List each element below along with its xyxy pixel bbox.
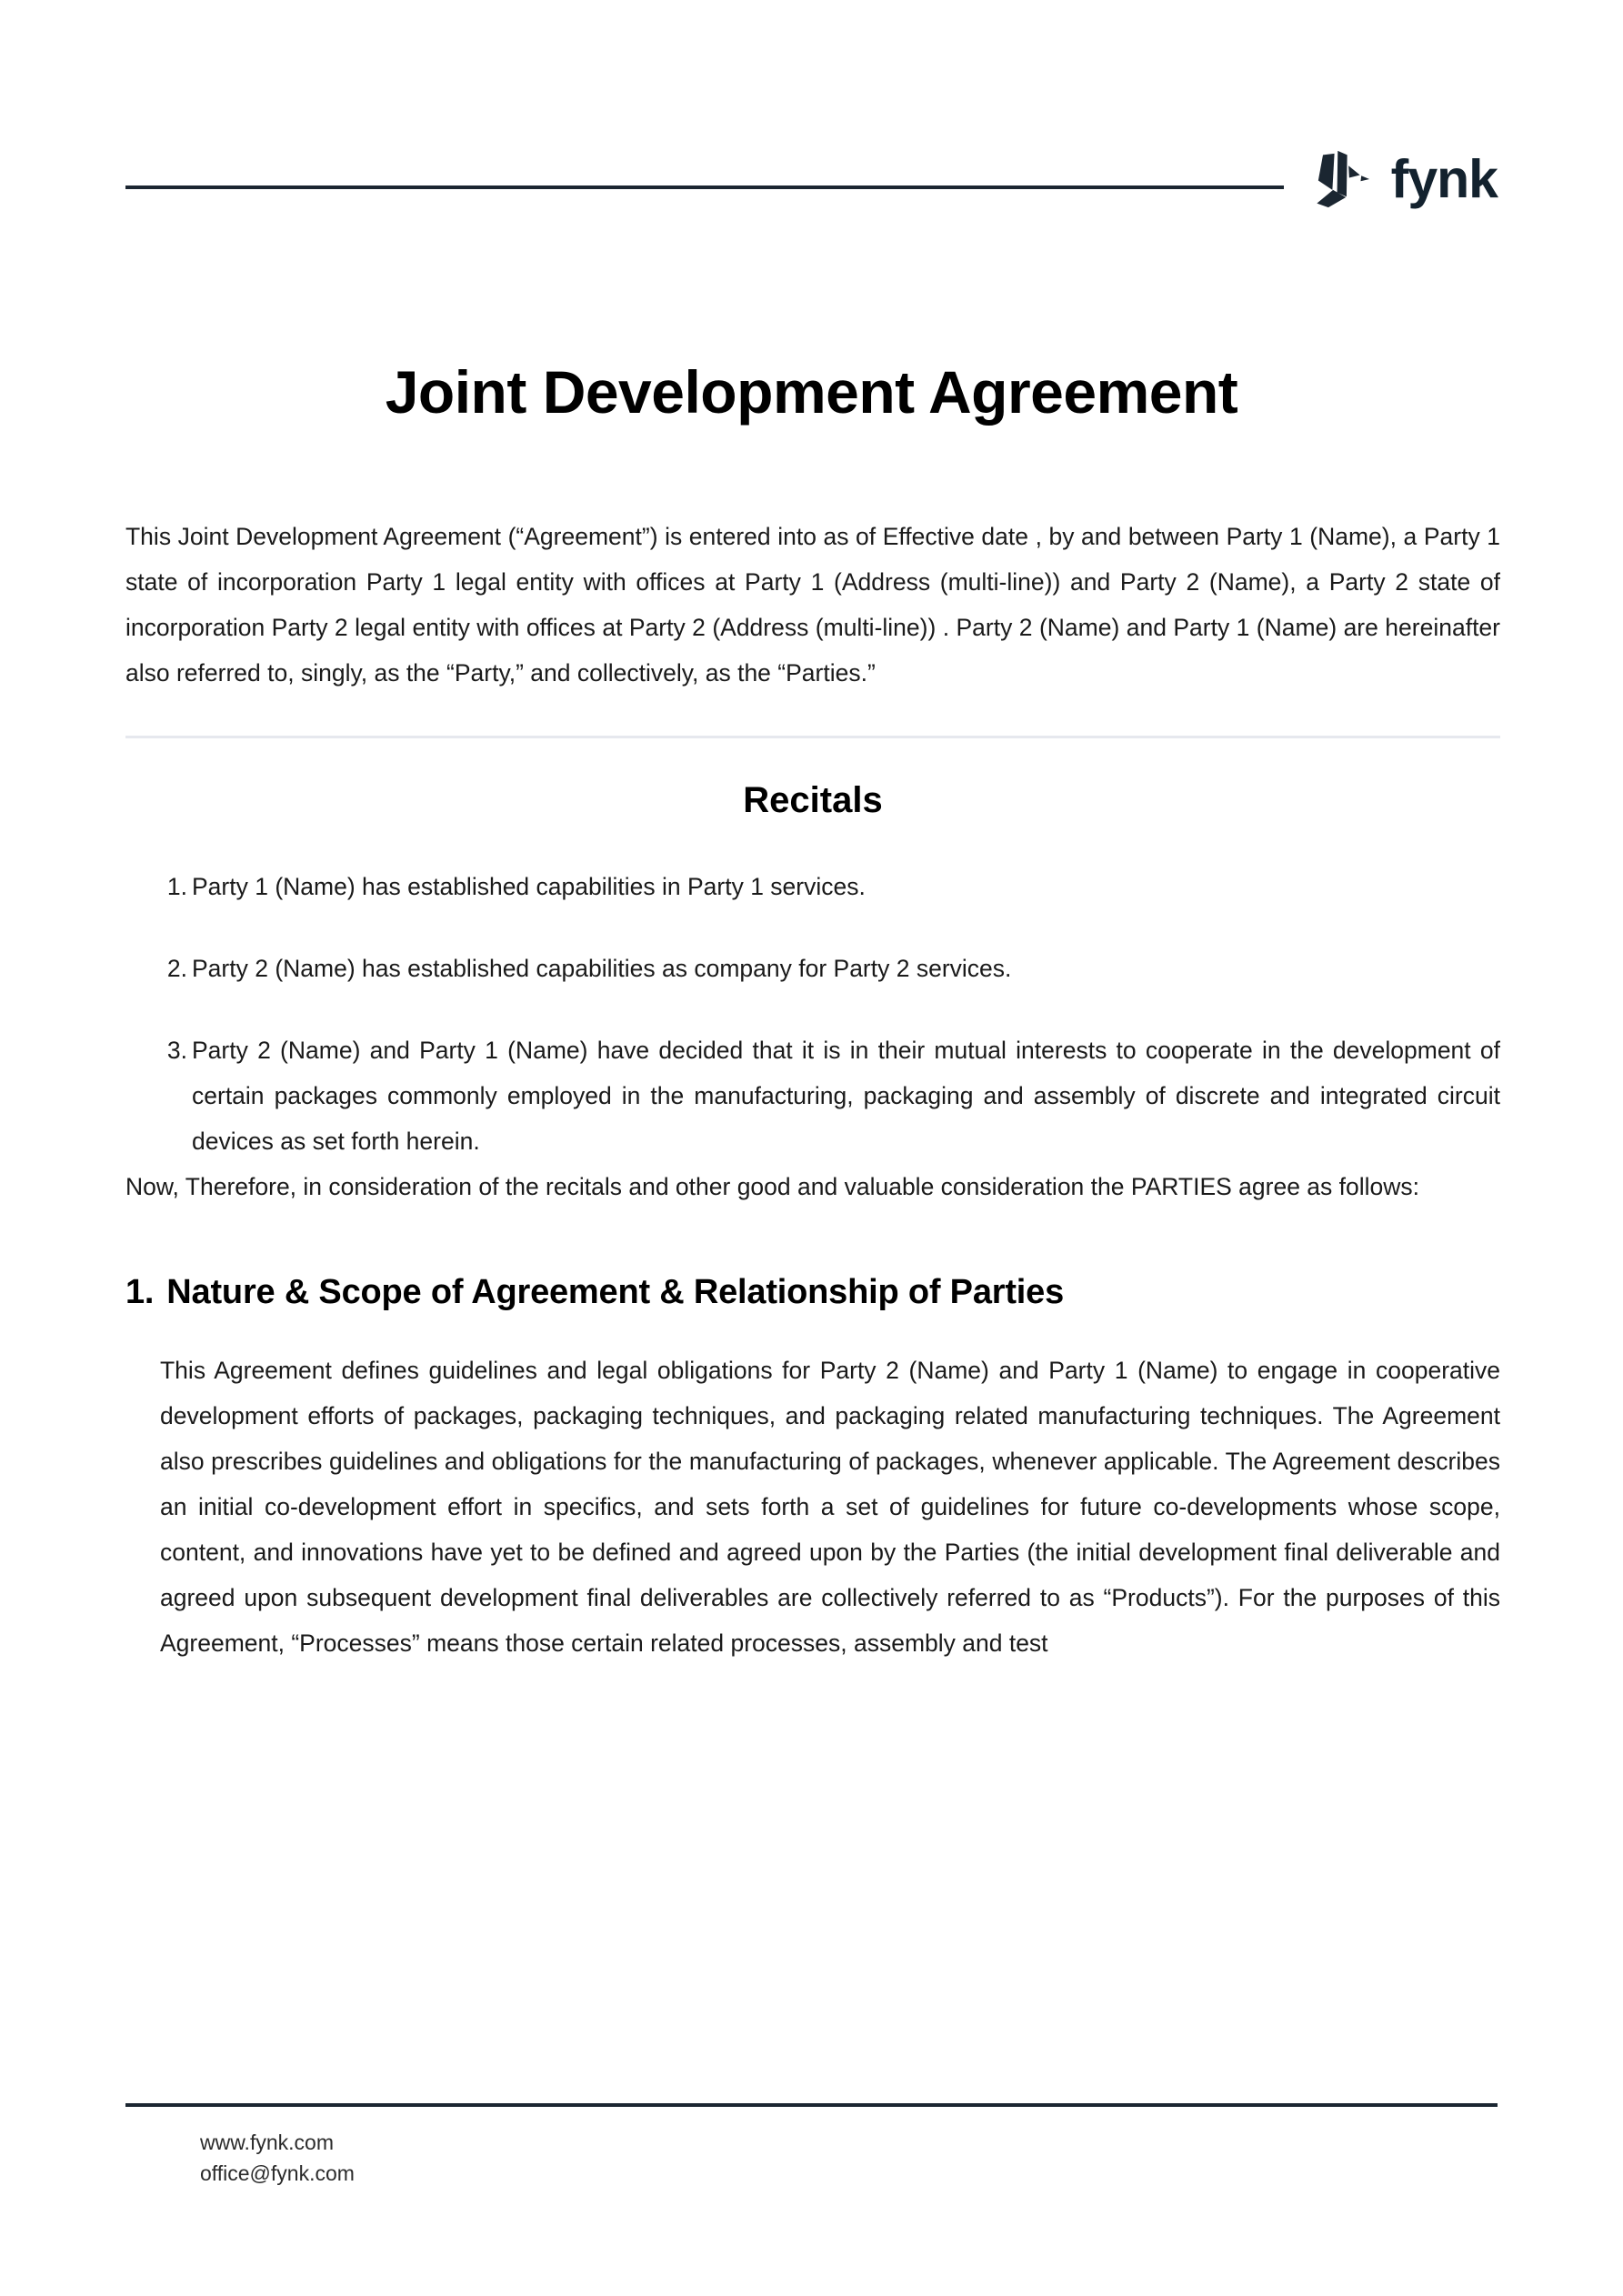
list-item: Party 1 (Name) has established capabilities in Party 1 services. [192, 873, 866, 900]
page-title: Joint Development Agreement [385, 358, 1238, 426]
section-1-body [125, 1348, 1500, 1666]
section-1-paragraph: This Agreement defines guidelines and legal obligations for Party 2 (Name) and Party 1 (Name) to engage in cooperative development efforts of packages, packaging techniques, and packaging related manufacturing techniques. The Agreement also prescribes guidelines and obligations for the manufacturing of packages, whenever applicable. The Agreement describes an initial co-development effort in specifics, and sets forth a set of guidelines for future co-developments whose scope, content, and innovations have yet to be defined and agreed upon by the Parties (the initial development final deliverable and agreed upon subsequent development final deliverables are collectively referred to as “Products”). For the purposes of this Agreement, “Processes” means those certain related processes, assembly and test [160, 1356, 1500, 1657]
section-1-heading [125, 1271, 1500, 1315]
recitals-heading: Recitals [743, 780, 883, 820]
recitals-list [125, 864, 1500, 1164]
header-divider-rule [125, 185, 1284, 189]
recitals-closing-paragraph: Now, Therefore, in consideration of the recitals and other good and valuable consideration the PARTIES agree as follows: [125, 1173, 1420, 1200]
footer-divider-rule [125, 2103, 1498, 2107]
section-1-number: 1. [125, 1273, 155, 1311]
list-item: Party 2 (Name) and Party 1 (Name) have decided that it is in their mutual interests to cooperate in the development of certain packages commonly employed in the manufacturing, packaging and assembly of discrete and integrated circuit devices as set forth herein. [192, 1037, 1500, 1155]
footer-website[interactable]: www.fynk.com [200, 2131, 334, 2154]
intro-paragraph: This Joint Development Agreement (“Agreement”) is entered into as of Effective date , by and between Party 1 (Name), a Party 1 state of incorporation Party 1 legal entity with offices at Party 1 (Address (multi-line)) and Party 2 (Name), a Party 2 state of incorporation Party 2 legal entity with offices at Party 2 (Address (multi-line)) . Party 2 (Name) and Party 1 (Name) are hereinafter also referred to, singly, as the “Party,” and collectively, as the “Parties.” [125, 523, 1500, 687]
footer-contact [125, 2127, 1498, 2189]
section-1-title: Nature & Scope of Agreement & Relationship of Parties [166, 1273, 1065, 1311]
list-item: Party 2 (Name) has established capabilities as company for Party 2 services. [192, 955, 1012, 982]
page-footer [125, 2103, 1498, 2189]
document-content [125, 514, 1500, 1666]
brand-logo [1307, 145, 1498, 213]
brand-wordmark: fynk [1390, 148, 1498, 209]
content-divider [125, 736, 1500, 738]
page-header [125, 148, 1498, 244]
footer-email[interactable]: office@fynk.com [200, 2161, 355, 2185]
origami-bird-icon [1307, 145, 1375, 213]
